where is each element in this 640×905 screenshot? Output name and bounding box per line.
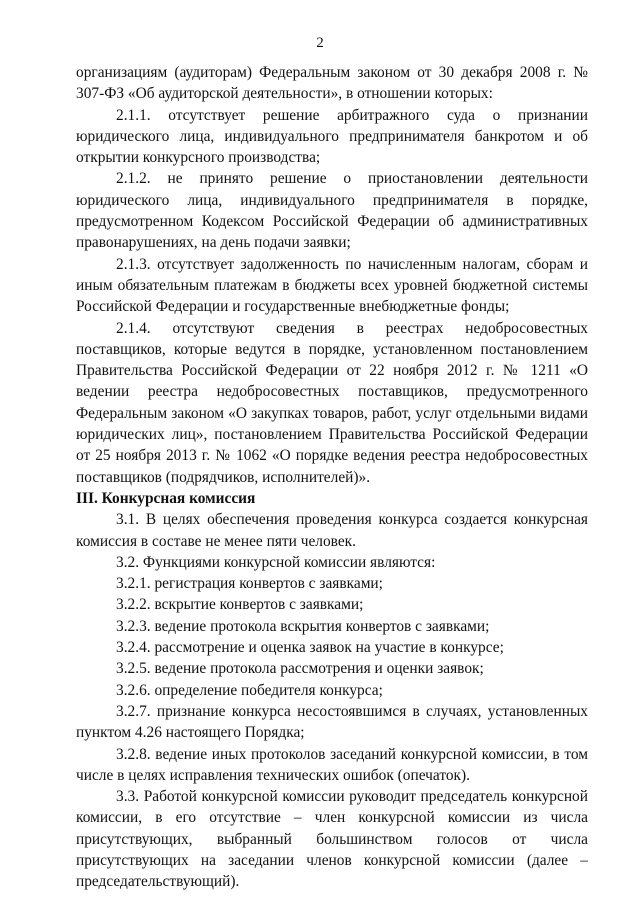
- page-number: 2: [316, 35, 324, 51]
- paragraph-3-2-1: 3.2.1. регистрация конвертов с заявками;: [116, 575, 383, 593]
- paragraph-3-2-4: 3.2.4. рассмотрение и оценка заявок на участие в конкурсе;: [116, 639, 504, 657]
- paragraph-intro: организациям (аудиторам) Федеральным законом от 30 декабря 2008 г. № 307-ФЗ «Об аудиторской деятельности», в отношении которых:: [76, 64, 588, 103]
- paragraph-3-2-3: 3.2.3. ведение протокола вскрытия конвертов с заявками;: [116, 617, 490, 635]
- paragraph-3-2-8: 3.2.8. ведение иных протоколов заседаний конкурсной комиссии, в том числе в целях исправления технических ошибок (опечаток).: [76, 745, 588, 784]
- paragraph-2-1-1: 2.1.1. отсутствует решение арбитражного суда о признании юридического лица, индивидуального предпринимателя банкротом и об открытии конкурсного производства;: [76, 106, 588, 167]
- paragraph-2-1-3: 2.1.3. отсутствует задолженность по начисленным налогам, сборам и иным обязательным платежам в бюджеты всех уровней бюджетной системы Российской Федерации и государственные внебюджетные фонды;: [76, 255, 588, 316]
- paragraph-3-3: 3.3. Работой конкурсной комиссии руководит председатель конкурсной комиссии, в его отсутствие – член конкурсной комиссии из числа присутствующих, выбранный большинством голосов от числа присутствующих на заседании членов конкурсной комиссии (далее – председательствующий).: [76, 788, 588, 891]
- paragraph-3-1: 3.1. В целях обеспечения проведения конкурса создается конкурсная комиссия в составе не менее пяти человек.: [76, 511, 588, 550]
- document-body: [76, 62, 588, 893]
- paragraph-3-2-7: 3.2.7. признание конкурса несостоявшимся в случаях, установленных пунктом 4.26 настоящего Порядка;: [76, 702, 588, 742]
- paragraph-3-2-5: 3.2.5. ведение протокола рассмотрения и оценки заявок;: [116, 660, 484, 678]
- paragraph-3-2-6: 3.2.6. определение победителя конкурса;: [116, 681, 383, 699]
- paragraph-3-2: 3.2. Функциями конкурсной комиссии являются:: [116, 553, 436, 571]
- section-heading: III. Конкурсная комиссия: [76, 489, 256, 507]
- paragraph-3-2-2: 3.2.2. вскрытие конвертов с заявками;: [116, 596, 364, 614]
- paragraph-2-1-4: 2.1.4. отсутствуют сведения в реестрах недобросовестных поставщиков, которые ведутся в порядке, установленном постановлением Правительства Российской Федерации от 22 ноября 2012 г. № 1211 «О ведении реестра недобросовестных поставщиков, предусмотренного Федеральным законом «О закупках товаров, работ, услуг отдельными видами юридических лиц», постановлением Правительства Российской Федерации от 25 ноября 2013 г. № 1062 «О порядке ведения реестра недобросовестных поставщиков (подрядчиков, исполнителей)».: [76, 319, 588, 486]
- paragraph-2-1-2: 2.1.2. не принято решение о приостановлении деятельности юридического лица, индивидуального предпринимателя в порядке, предусмотренном Кодексом Российской Федерации об административных правонарушениях, на день подачи заявки;: [76, 170, 588, 252]
